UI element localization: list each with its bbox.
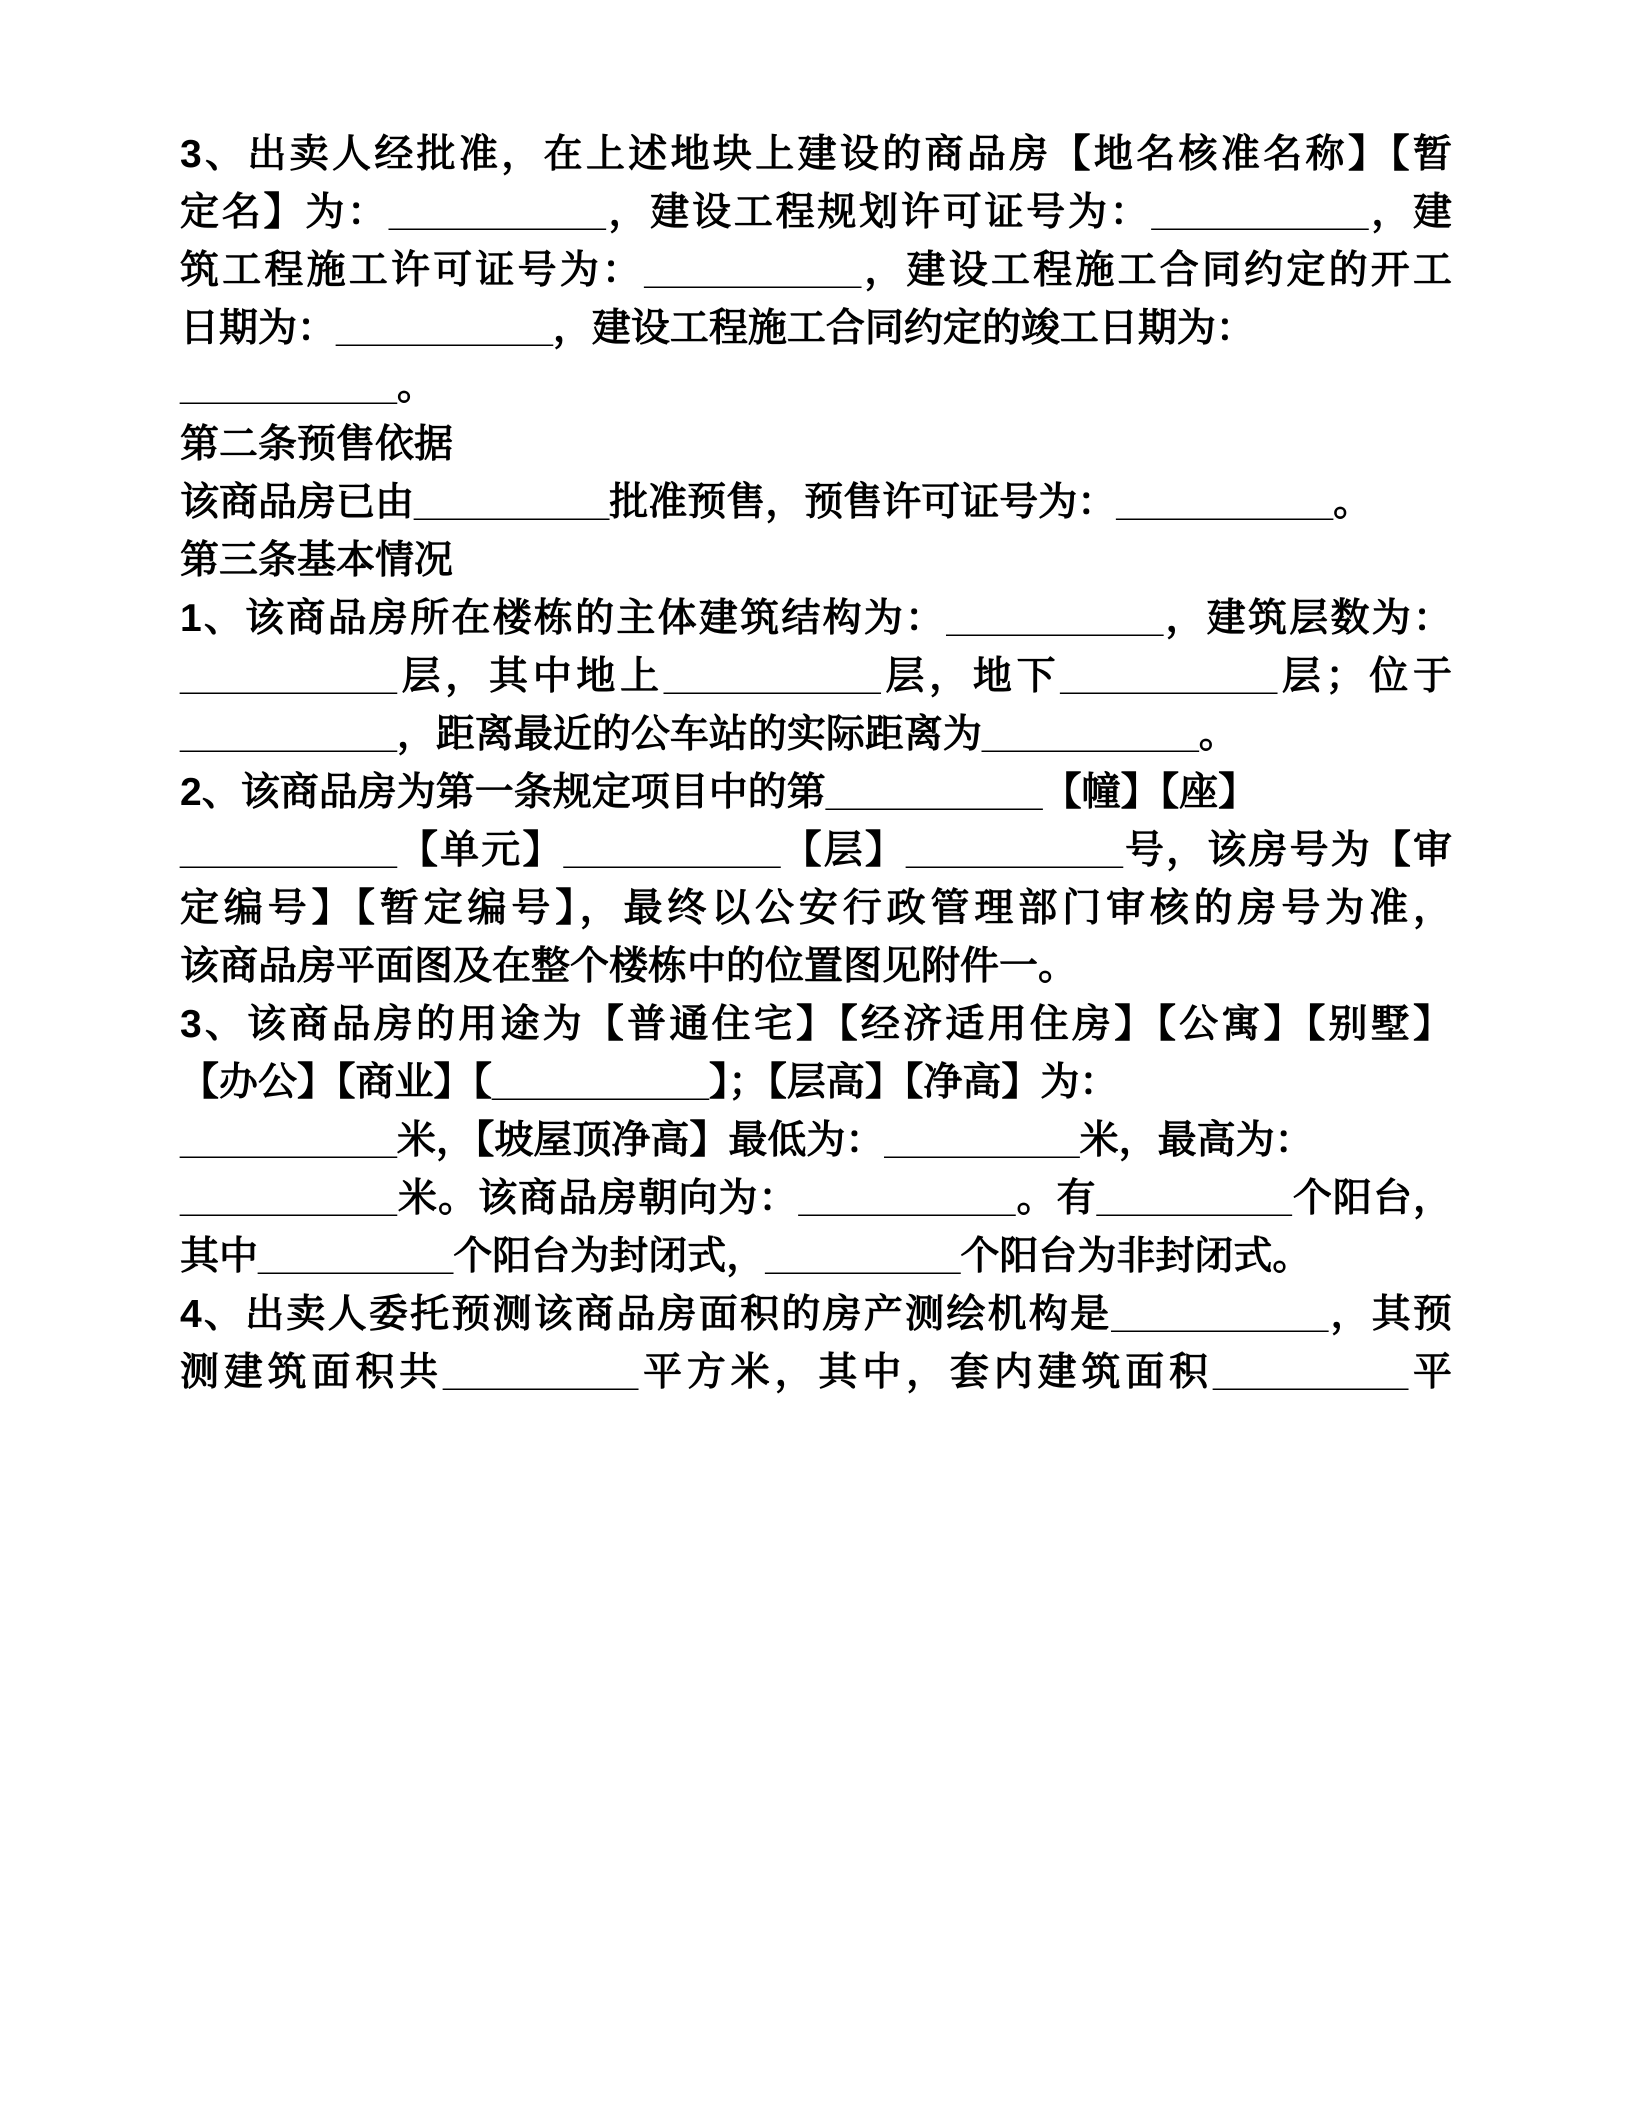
contract-line: 3、出卖人经批准，在上述地块上建设的商品房【地名核准名称】【暂: [180, 133, 1452, 176]
contract-line: 4、出卖人委托预测该商品房面积的房产测绘机构是__________，其预: [180, 1293, 1452, 1336]
contract-line: __________，距离最近的公车站的实际距离为__________。: [180, 713, 1238, 756]
contract-line: 其中_________个阳台为封闭式，_________个阳台为非封闭式。: [180, 1235, 1312, 1278]
contract-line: __________【单元】__________【层】__________号，该房号为【审: [180, 829, 1452, 872]
contract-line: 测建筑面积共_________平方米，其中，套内建筑面积_________平: [180, 1351, 1452, 1394]
contract-line: 2、该商品房为第一条规定项目中的第__________【幢】【座】: [180, 771, 1258, 814]
contract-line: 该商品房已由_________批准预售，预售许可证号为：__________。: [180, 481, 1373, 524]
contract-line: __________层，其中地上__________层，地下__________层；位于: [180, 655, 1452, 698]
contract-line: 日期为：__________，建设工程施工合同约定的竣工日期为：: [180, 307, 1255, 350]
contract-line: 【办公】【商业】【__________】；【层高】【净高】为：: [180, 1061, 1119, 1104]
contract-line: __________米。该商品房朝向为：__________。有_________个阳台，: [180, 1177, 1452, 1220]
contract-line: 1、该商品房所在楼栋的主体建筑结构为：__________，建筑层数为：: [180, 597, 1452, 640]
contract-line: 该商品房平面图及在整个楼栋中的位置图见附件一。: [180, 945, 1078, 988]
contract-line: 筑工程施工许可证号为：__________，建设工程施工合同约定的开工: [180, 249, 1452, 292]
contract-line: 定名】为：__________，建设工程规划许可证号为：__________，建: [180, 191, 1452, 234]
contract-line: 定编号】【暂定编号】，最终以公安行政管理部门审核的房号为准，: [180, 887, 1452, 930]
contract-line: __________。: [180, 365, 436, 408]
contract-line: 3、该商品房的用途为【普通住宅】【经济适用住房】【公寓】【别墅】: [180, 1003, 1452, 1046]
section-heading: 第三条基本情况: [180, 539, 454, 582]
section-heading: 第二条预售依据: [180, 423, 454, 466]
contract-line: __________米，【坡屋顶净高】最低为：_________米，最高为：: [180, 1119, 1314, 1162]
